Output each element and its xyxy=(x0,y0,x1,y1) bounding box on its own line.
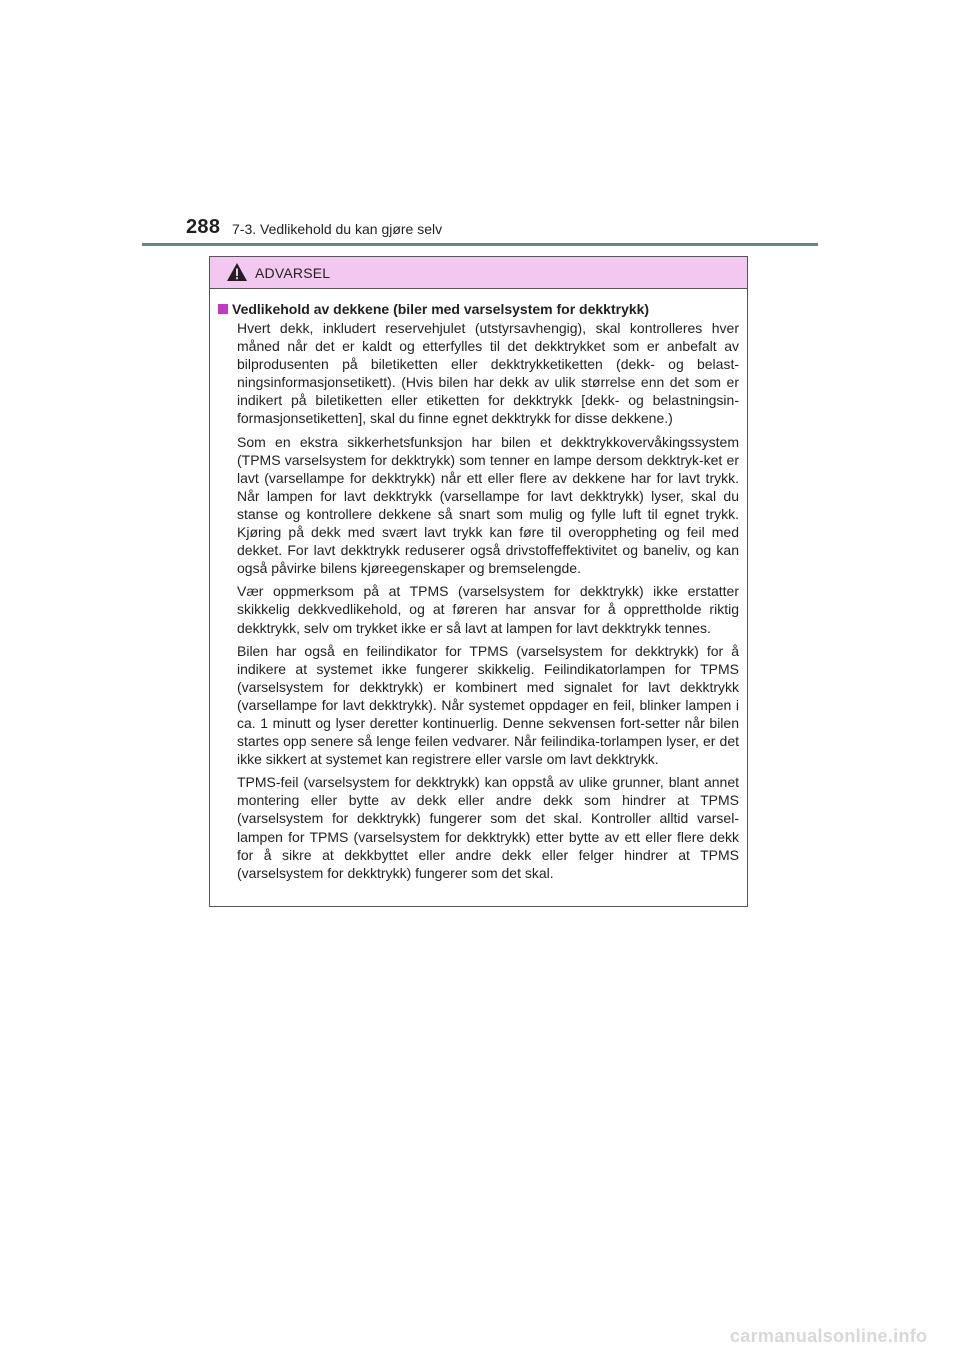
warning-box xyxy=(209,256,748,907)
warning-heading-text: Vedlikehold av dekkene (biler med varselsystem for dekktrykk) xyxy=(232,301,650,317)
paragraph: Vær oppmerksom på at TPMS (varselsystem for dekktrykk) ikke erstatter skikkelig dekkvedlikehold, og at føreren har ansvar for å opprettholde riktig dekktrykk, selv om trykket ikke er så lavt at lampen for lavt dekktrykk tennes. xyxy=(237,583,739,636)
paragraph: Bilen har også en feilindikator for TPMS (varselsystem for dekktrykk) for å indikere at systemet ikke fungerer skikkelig. Feilindikatorlampen for TPMS (varselsystem for dekktrykk) er kombinert med signalet for lavt dekktrykk (varsellampe for lavt dekktrykk). Når systemet oppdager en feil, blinker lampen i ca. 1 minutt og lyser deretter kontinuerlig. Denne sekvensen fort-setter når bilen startes opp senere så lenge feilen vedvarer. Når feilindika-torlampen lyser, er det ikke sikkert at systemet kan registrere eller varsle om lavt dekktrykk. xyxy=(237,642,739,768)
warning-triangle-icon xyxy=(226,262,248,282)
warning-title: ADVARSEL xyxy=(255,265,331,281)
watermark-logo: carmanualsonline.info xyxy=(730,1326,928,1346)
page-number: 288 xyxy=(186,216,221,238)
paragraph: TPMS-feil (varselsystem for dekktrykk) kan oppstå av ulike grunner, blant annet montering eller bytte av dekk eller andre dekk som hindrer at TPMS (varselsystem for dekktrykk) fungerer som det skal. Kontroller alltid varsel-lampen for TPMS (varselsystem for dekktrykk) etter bytte av ett eller flere dekk for å sikre at dekkbyttet eller andre dekk eller felger hindrer at TPMS (varselsystem for dekktrykk) fungerer som det skal. xyxy=(237,774,739,881)
warning-heading xyxy=(218,300,739,318)
section-title: 7-3. Vedlikehold du kan gjøre selv xyxy=(232,221,443,237)
warning-header xyxy=(210,257,747,289)
header-divider xyxy=(142,243,818,246)
paragraph: Som en ekstra sikkerhetsfunksjon har bilen et dekktrykkovervåkingssystem (TPMS varselsystem for dekktrykk) som tenner en lampe dersom dekktryk-ket er lavt (varsellampe for dekktrykk) når ett eller flere av dekkene har for lavt trykk. Når lampen for lavt dekktrykk (varsellampe for lavt dekktrykk) lyser, skal du stanse og kontrollere dekkene så snart som mulig og fylle luft til egnet trykk. Kjøring på dekk med svært lavt trykk kan føre til overoppheting og feil med dekket. For lavt dekktrykk reduserer også drivstoffeffektivitet og baneliv, og kan også påvirke bilens kjøreegenskaper og bremselengde. xyxy=(237,433,739,577)
warning-body xyxy=(210,289,747,882)
paragraph: Hvert dekk, inkludert reservehjulet (utstyrsavhengig), skal kontrolleres hver måned når det er kaldt og etterfylles til det dekktrykket som er anbefalt av bilprodusenten på biletiketten eller dekktrykketiketten (dekk- og belast-ningsinformasjonsetikett). (Hvis bilen har dekk av ulik størrelse enn det som er indikert på biletiketten eller etiketten for dekktrykk [dekk- og belastningsin-formasjonsetiketten], skal du finne egnet dekktrykk for disse dekkene.) xyxy=(237,320,739,427)
square-bullet-icon xyxy=(218,304,228,314)
